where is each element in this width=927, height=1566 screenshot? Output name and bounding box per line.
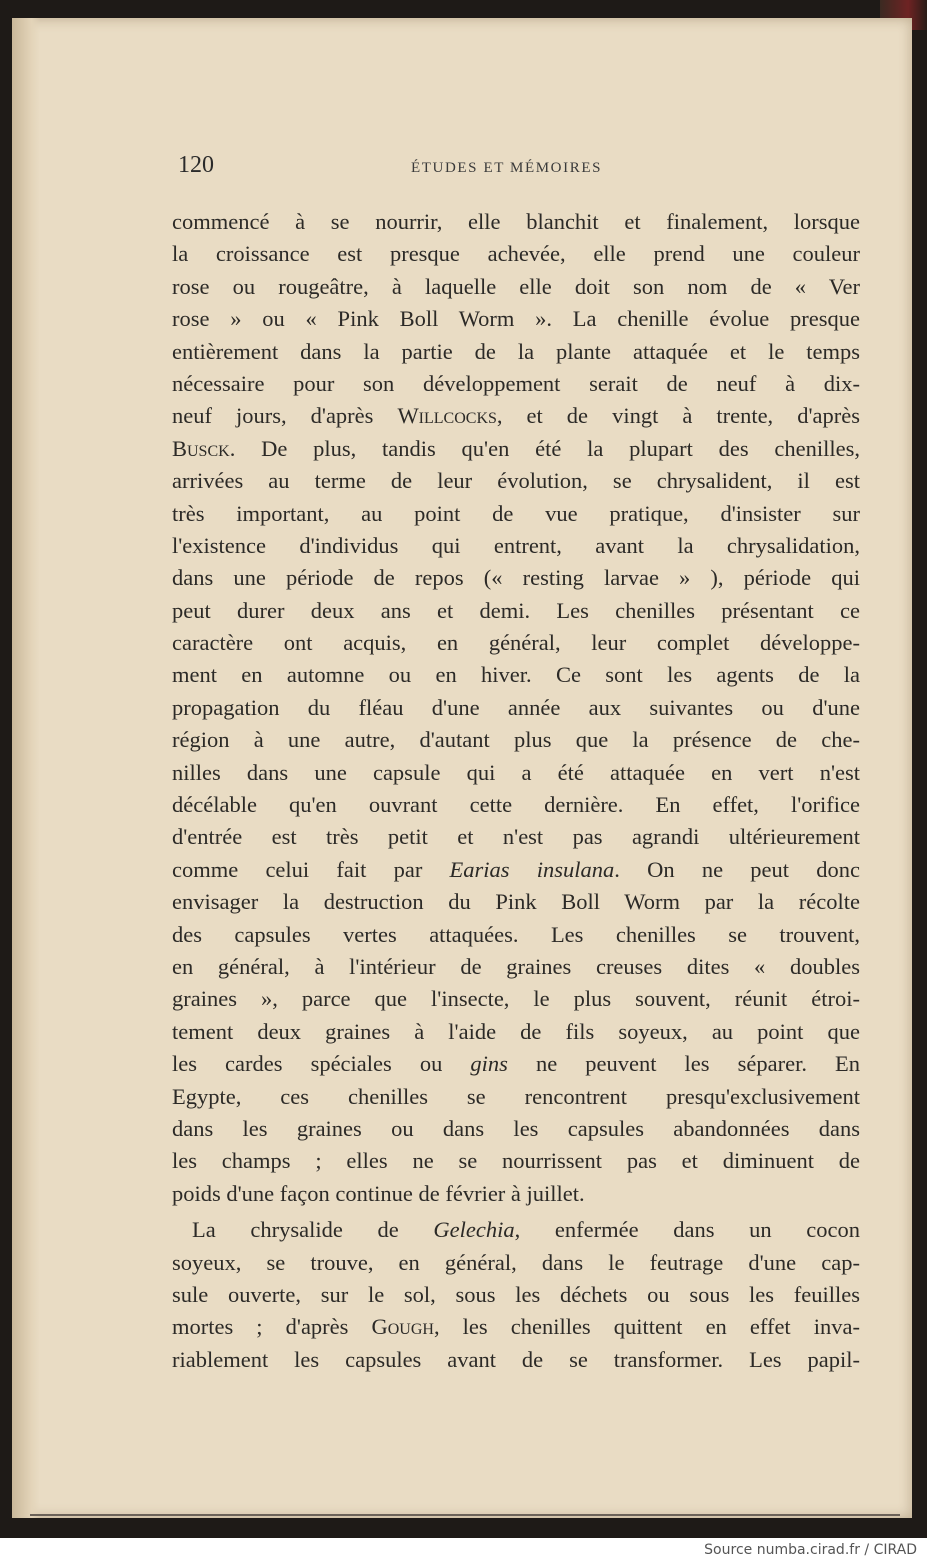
text-line: dans les graines ou dans les capsules abandonnées dans — [172, 1115, 860, 1141]
text-line — [172, 1048, 860, 1080]
species-name: Earias insulana — [449, 856, 615, 882]
text-line: rose » ou « Pink Boll Worm ». La chenille évolue presque — [172, 306, 860, 332]
text-run: . On ne peut donc — [614, 856, 860, 882]
text-line: dans une période de repos (« resting larvae » ), période qui — [172, 565, 860, 591]
text-line — [172, 433, 860, 465]
text-line: soyeux, se trouve, en général, dans le feutrage d'une cap- — [172, 1249, 860, 1275]
text-run: les cardes spéciales ou — [172, 1051, 471, 1077]
text-run: ne peuvent les séparer. En — [507, 1051, 860, 1077]
text-line: Egypte, ces chenilles se rencontrent presqu'exclusivement — [172, 1083, 860, 1109]
running-head — [178, 150, 858, 186]
text-line: en général, à l'intérieur de graines creuses dites « doubles — [172, 953, 860, 979]
text-run: , les chenilles quittent en effet inva- — [433, 1314, 860, 1340]
text-line: d'entrée est très petit et n'est pas agrandi ultérieurement — [172, 824, 860, 850]
text-line: commencé à se nourrir, elle blanchit et finalement, lorsque — [172, 209, 860, 234]
text-run: , et de vingt à trente, d'après — [496, 403, 860, 429]
italic-term: gins — [470, 1051, 508, 1077]
text-run: . De plus, tandis qu'en été la plupart des chenilles, — [229, 435, 860, 461]
text-line: graines », parce que l'insecte, le plus souvent, réunit étroi- — [172, 986, 860, 1012]
text-line: des capsules vertes attaquées. Les chenilles se trouvent, — [172, 921, 860, 947]
text-run: mortes ; d'après — [172, 1314, 372, 1340]
text-line: ment en automne ou en hiver. Ce sont les agents de la — [172, 662, 860, 688]
author-name: Busck — [172, 435, 230, 461]
page-gutter-shadow — [12, 18, 40, 1518]
text-line: entièrement dans la partie de la plante attaquée et le temps — [172, 338, 860, 364]
running-title: ÉTUDES ET MÉMOIRES — [411, 160, 603, 176]
text-line — [172, 1214, 860, 1246]
species-name: Gelechia — [433, 1217, 515, 1243]
text-line: la croissance est presque achevée, elle prend une couleur — [172, 241, 860, 267]
text-run: neuf jours, d'après — [172, 403, 398, 429]
author-name: Willcocks — [397, 403, 497, 429]
text-line: les champs ; elles ne se nourrissent pas et diminuent de — [172, 1148, 860, 1174]
text-run: La chrysalide de — [192, 1217, 434, 1243]
text-line: caractère ont acquis, en général, leur complet développe- — [172, 630, 860, 656]
text-line: arrivées au terme de leur évolution, se chrysalident, il est — [172, 468, 860, 494]
text-line: propagation du fléau d'une année aux suivantes ou d'une — [172, 694, 860, 720]
text-line: riablement les capsules avant de se transformer. Les papil- — [172, 1346, 860, 1372]
text-line: nécessaire pour son développement serait de neuf à dix- — [172, 370, 860, 396]
body-text — [172, 206, 860, 1376]
text-line: décélable qu'en ouvrant cette dernière. En effet, l'orifice — [172, 792, 860, 818]
page-bottom-edge — [30, 1514, 900, 1516]
text-run: comme celui fait par — [172, 856, 450, 882]
text-line — [172, 400, 860, 432]
text-line: région à une autre, d'autant plus que la présence de che- — [172, 727, 860, 753]
text-line: envisager la destruction du Pink Boll Worm par la récolte — [172, 889, 860, 915]
text-line: l'existence d'individus qui entrent, avant la chrysalidation, — [172, 532, 860, 558]
text-line: poids d'une façon continue de février à juillet. — [172, 1180, 585, 1206]
text-line: tement deux graines à l'aide de fils soyeux, au point que — [172, 1018, 860, 1044]
text-line: très important, au point de vue pratique, d'insister sur — [172, 500, 860, 526]
text-line — [172, 1311, 860, 1343]
text-line: nilles dans une capsule qui a été attaquée en vert n'est — [172, 759, 860, 785]
text-line: rose ou rougeâtre, à laquelle elle doit son nom de « Ver — [172, 273, 860, 299]
source-credit: Source numba.cirad.fr / CIRAD — [704, 1542, 917, 1558]
page-number: 120 — [178, 152, 214, 178]
text-run: , enfermée dans un cocon — [514, 1217, 860, 1243]
author-name: Gough — [371, 1314, 434, 1340]
text-line: peut durer deux ans et demi. Les chenilles présentant ce — [172, 597, 860, 623]
text-line: sule ouverte, sur le sol, sous les déchets ou sous les feuilles — [172, 1281, 860, 1307]
text-line — [172, 854, 860, 886]
